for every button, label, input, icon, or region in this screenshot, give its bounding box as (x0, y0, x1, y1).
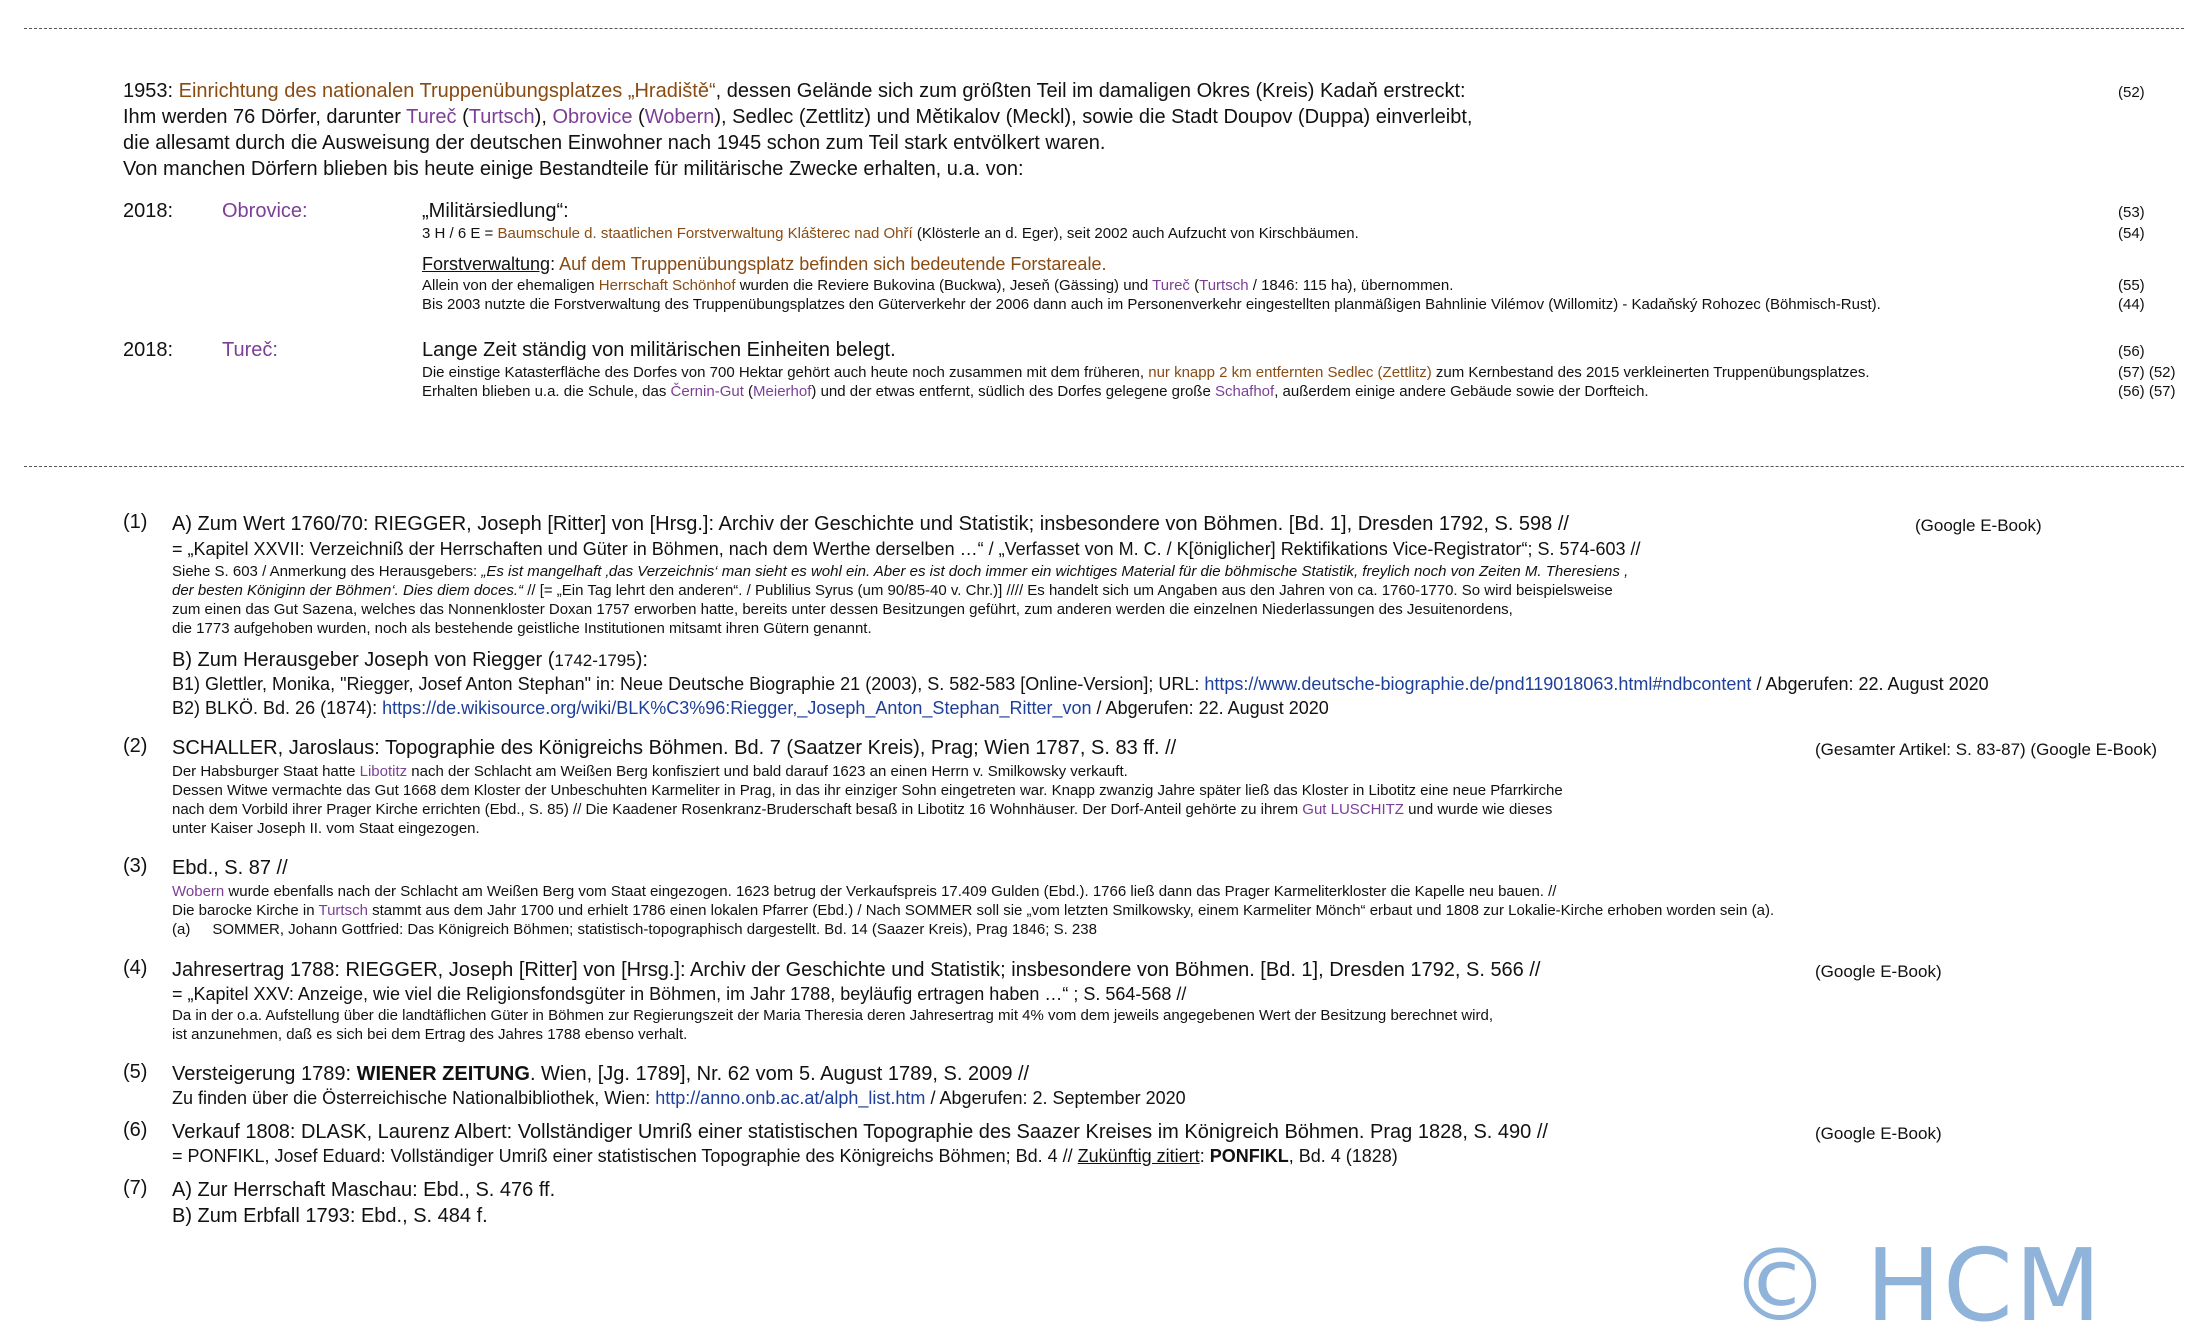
footnote-6-source: (Google E-Book) (1815, 1124, 1942, 1143)
text: / Abgerufen: 2. September 2020 (925, 1088, 1186, 1108)
schafhof: Schafhof (1214, 383, 1275, 400)
quote: „Es ist mangelhaft ‚das Verzeichnis‘ man sieht es wohl ein. Aber es ist doch immer ein wichtiges Material für die böhmische Statistik, freylich noch von Zeiten M. Theresiens , (481, 563, 1629, 580)
text: nach der Schlacht am Weißen Berg konfisziert und bald darauf 1623 an einen Herrn v. Smilkowsky verkauft. (407, 763, 1128, 780)
article-range: (Gesamter Artikel: S. 83-87) (1815, 740, 2026, 759)
top-divider (24, 28, 2184, 29)
obrovice-year: 2018: (123, 200, 174, 222)
text: ( (632, 106, 645, 128)
intro-line-2 (123, 104, 1472, 130)
text: B) Zum Herausgeber Joseph von Riegger ( (172, 649, 555, 671)
text: Allein von der ehemaligen (422, 277, 599, 294)
short-cite: PONFIKL (1209, 1146, 1289, 1166)
ndb-link[interactable]: https://www.deutsche-biographie.de/pnd119018063.html#ndbcontent (1204, 674, 1752, 694)
place-turtsch: Turtsch (1199, 277, 1249, 294)
text: SOMMER, Johann Gottfried: Das Königreich Böhmen; statistisch-topographisch dargestellt. Bd. 14 (Saazer Kreis), Prag 1846; S. 238 (212, 921, 1097, 938)
text: Versteigerung 1789: (172, 1063, 357, 1085)
herrschaft-schoenhof: Herrschaft Schönhof (598, 277, 736, 294)
footnote-1-line-5: zum einen das Gut Sazena, welches das Nonnenkloster Doxan 1757 erworben hatte, bereits unter dessen Besitzungen geführt, zum anderen werden die einzelnen Niederlassungen des Jesuitenordens, (172, 601, 1513, 618)
ref-54: (54) (2118, 225, 2145, 242)
text: 3 H / 6 E = (422, 225, 498, 242)
text: wurde ebenfalls nach der Schlacht am Weißen Berg vom Staat eingezogen. 1623 betrug der Verkaufspreis 17.409 Gulden (Ebd.). 1766 ließ dann das Prager Karmeliterkloster die Kapelle neu bauen. // (224, 883, 1557, 900)
ref-56-57: (56) (57) (2118, 383, 2176, 400)
text: ) und der etwas entfernt, südlich des Dorfes gelegene große (811, 383, 1215, 400)
ref-56: (56) (2118, 343, 2145, 360)
footnote-1-line-6: die 1773 aufgehoben wurden, noch als bestehende geistliche Institutionen mitsamt ihren Gütern genannt. (172, 620, 872, 637)
lifespan: 1742-1795 (554, 651, 636, 670)
footnote-5-number: (5) (123, 1061, 148, 1083)
footnote-1-line-3 (172, 562, 1628, 581)
text: Zu finden über die Österreichische Nationalbibliothek, Wien: (172, 1088, 656, 1108)
intro-line-1 (123, 78, 1466, 104)
sub-ref-a: (a) (172, 921, 191, 938)
text: ( (456, 106, 469, 128)
text: : (550, 254, 560, 274)
footnote-4-line-2: = „Kapitel XXV: Anzeige, wie viel die Religionsfondsgüter in Böhmen, im Jahr 1788, beyläufig ertragen haben …“ ; S. 564-568 // (172, 984, 1187, 1004)
place-wobern: Wobern (644, 106, 715, 128)
obrovice-place: Obrovice: (222, 200, 308, 222)
text: // [= „Ein Tag lehrt den anderen“. / Publilius Syrus (um 90/85-40 v. Chr.)] //// Es handelt sich um Angaben aus den Jahren von ca. 1760-1770. So wird beispielsweise (523, 582, 1613, 599)
text: / Abgerufen: 22. August 2020 (1751, 674, 1989, 694)
gut-luschitz: Gut LUSCHITZ (1302, 801, 1404, 818)
footnote-2-line-2 (172, 762, 1128, 781)
footnote-7-line-2: B) Zum Erbfall 1793: Ebd., S. 484 f. (172, 1205, 488, 1227)
footnote-6-line-2 (172, 1145, 1398, 1168)
ref-52: (52) (2118, 84, 2145, 101)
cernin-gut: Černin-Gut (670, 383, 744, 400)
intro-line-4: Von manchen Dörfern blieben bis heute einige Bestandteile für militärische Zwecke erhalten, u.a. von: (123, 158, 1024, 180)
place-turec: Tureč (406, 106, 457, 128)
intro-line-3: die allesamt durch die Ausweisung der deutschen Einwohner nach 1945 schon zum Teil stark entvölkert waren. (123, 132, 1106, 154)
ref-57-52: (57) (52) (2118, 364, 2176, 381)
text: und wurde wie dieses (1403, 801, 1553, 818)
footnote-2-line-5: unter Kaiser Joseph II. vom Staat eingezogen. (172, 820, 480, 837)
footnote-3-line-4 (172, 920, 1097, 939)
turec-line-1 (422, 363, 1870, 382)
newspaper-name: WIENER ZEITUNG (356, 1063, 530, 1085)
text: Ihm werden 76 Dörfer, darunter (123, 106, 407, 128)
footnote-4-title: Jahresertrag 1788: RIEGGER, Joseph [Ritter] von [Hrsg.]: Archiv der Geschichte und Statistik; insbesondere von Böhmen. [Bd. 1], Dresden 1792, S. 566 // (172, 959, 1541, 981)
obrovice-line-3 (422, 276, 1453, 295)
text: Der Habsburger Staat hatte (172, 763, 360, 780)
footnote-1-b1 (172, 673, 1989, 696)
footnote-2-number: (2) (123, 735, 148, 757)
turec-line-2 (422, 382, 1649, 401)
meierhof: Meierhof (753, 383, 812, 400)
footnote-4-number: (4) (123, 957, 148, 979)
ref-53: (53) (2118, 204, 2145, 221)
text: zum Kernbestand des 2015 verkleinerten Truppenübungsplatzes. (1431, 364, 1870, 381)
text: ), (534, 106, 553, 128)
text: B1) Glettler, Monika, "Riegger, Josef Anton Stephan" in: Neue Deutsche Biographie 21 (2003), S. 582-583 [Online-Version]; URL: (172, 674, 1205, 694)
footnote-1-line-4 (172, 581, 1613, 600)
footnote-3-number: (3) (123, 855, 148, 877)
cite-note: Zukünftig zitiert (1077, 1146, 1200, 1166)
forstverwaltung-label: Forstverwaltung (422, 254, 551, 274)
footnote-3-line-2 (172, 882, 1556, 901)
text: / Abgerufen: 22. August 2020 (1091, 698, 1329, 718)
text: , Bd. 4 (1828) (1288, 1146, 1398, 1166)
anno-link[interactable]: http://anno.onb.ac.at/alph_list.htm (655, 1088, 926, 1108)
footnote-3-title: Ebd., S. 87 // (172, 857, 288, 879)
footnote-2-line-4 (172, 800, 1552, 819)
forstverwaltung-text: Auf dem Truppenübungsplatz befinden sich bedeutende Forstareale. (559, 254, 1107, 274)
footnote-1-title: A) Zum Wert 1760/70: RIEGGER, Joseph [Ritter] von [Hrsg.]: Archiv der Geschichte und Statistik; insbesondere von Böhmen. [Bd. 1], Dresden 1792, S. 598 // (172, 513, 1569, 535)
footnote-7-line-1: A) Zur Herrschaft Maschau: Ebd., S. 476 ff. (172, 1179, 556, 1201)
text: / 1846: 115 ha), übernommen. (1248, 277, 1454, 294)
text: wurden die Reviere Bukovina (Buckwa), Jeseň (Gässing) und (735, 277, 1153, 294)
place-turtsch: Turtsch (318, 902, 368, 919)
intro-text: , dessen Gelände sich zum größten Teil im damaligen Okres (Kreis) Kadaň erstreckt: (715, 80, 1466, 102)
intro-year: 1953: (123, 80, 179, 102)
text: ( (743, 383, 754, 400)
footnote-1-source: (Google E-Book) (1915, 516, 2042, 535)
text: ( (1189, 277, 1200, 294)
ref-55: (55) (2118, 277, 2145, 294)
footnote-4-source: (Google E-Book) (1815, 962, 1942, 981)
footnote-4-line-4: ist anzunehmen, daß es sich bei dem Ertrag des Jahres 1788 ebenso verhalt. (172, 1026, 688, 1043)
footnote-6-number: (6) (123, 1119, 148, 1141)
obrovice-line-1 (422, 224, 1359, 243)
footnote-5-line-2 (172, 1087, 1186, 1110)
footnote-1-b-heading (172, 647, 648, 674)
turec-year: 2018: (123, 339, 174, 361)
text: Erhalten blieben u.a. die Schule, das (422, 383, 671, 400)
place-wobern: Wobern (172, 883, 225, 900)
text: Die einstige Katasterfläche des Dorfes von 700 Hektar gehört auch heute noch zusammen mit dem früheren, (422, 364, 1149, 381)
text: nach dem Vorbild ihrer Prager Kirche errichten (Ebd., S. 85) // Die Kaadener Rosenkranz-Bruderschaft besaß in Libotitz 16 Wohnhäuser. Der Dorf-Anteil gehörte zu ihrem (172, 801, 1303, 818)
footnote-4-line-3: Da in der o.a. Aufstellung über die landtäflichen Güter in Böhmen zur Regierungszeit der Maria Theresia deren Jahresertrag mit 4% vom dem jeweils angegebenen Wert der Besitzung berechnet wird, (172, 1007, 1493, 1024)
text: Die barocke Kirche in (172, 902, 319, 919)
text: Siehe S. 603 / Anmerkung des Herausgebers: (172, 563, 482, 580)
mid-divider (24, 466, 2184, 467)
footnote-2-line-3: Dessen Witwe vermachte das Gut 1668 dem Kloster der Unbeschuhten Karmeliter in Prag, in das ihr einziger Sohn eingetreten war. Knapp zwanzig Jahre später ließ das Kloster in Libotitz eine neue Pfarrkirche (172, 782, 1563, 799)
place-turtsch: Turtsch (468, 106, 535, 128)
copyright-watermark: © HCM (1730, 1227, 2104, 1344)
sedlec-distance: nur knapp 2 km entfernten Sedlec (Zettlitz) (1148, 364, 1432, 381)
obrovice-line-4: Bis 2003 nutzte die Forstverwaltung des Truppenübungsplatzes den Güterverkehr der 2006 dann auch im Personenverkehr eingestellten planmäßigen Bahnlinie Vilémov (Willomitz) - Kadaňský Rohozec (Böhmisch-Rust). (422, 296, 1881, 313)
footnote-1-number: (1) (123, 511, 148, 533)
google-ebook: (Google E-Book) (2030, 740, 2158, 759)
place-obrovice: Obrovice (552, 106, 633, 128)
baumschule: Baumschule d. staatlichen Forstverwaltung Klášterec nad Ohří (497, 225, 913, 242)
footnote-2-title: SCHALLER, Jaroslaus: Topographie des Königreichs Böhmen. Bd. 7 (Saatzer Kreis), Prag; Wien 1787, S. 83 ff. // (172, 737, 1177, 759)
forstverwaltung-line (422, 253, 1106, 276)
text: stammt aus dem Jahr 1700 und erhielt 1786 einen lokalen Pfarrer (Ebd.) / Nach SOMMER soll sie „vom letzten Smilkowsky, einem Karmeliter Mönch“ erbaut und 1808 zur Lokalie-Kirche erhoben worden sein (a). (367, 902, 1775, 919)
footnote-7-number: (7) (123, 1177, 148, 1199)
text: = PONFIKL, Josef Eduard: Vollständiger Umriß einer statistischen Topographie des Königreichs Böhmen; Bd. 4 // (172, 1146, 1078, 1166)
footnote-6-title: Verkauf 1808: DLASK, Laurenz Albert: Vollständiger Umriß einer statistischen Topographie des Saazer Kreises im Königreich Böhmen. Prag 1828, S. 490 // (172, 1121, 1548, 1143)
quote: der besten Königinn der Böhmen‘. Dies diem doces.“ (172, 582, 524, 599)
text: ), Sedlec (Zettlitz) und Mětikalov (Meckl), sowie die Stadt Doupov (Duppa) einverleibt, (714, 106, 1473, 128)
text: , außerdem einige andere Gebäude sowie der Dorfteich. (1274, 383, 1649, 400)
footnote-1-line-2: = „Kapitel XXVII: Verzeichniß der Herrschaften und Güter in Böhmen, nach dem Werthe derselben …“ / „Verfasset von M. C. / K[öniglicher] Rektifikations Vice-Registrator“; S. 574-603 // (172, 539, 1641, 559)
footnote-2-source (1815, 740, 2157, 760)
turec-heading: Lange Zeit ständig von militärischen Einheiten belegt. (422, 339, 896, 361)
footnote-5-title (172, 1061, 1029, 1087)
ref-44: (44) (2118, 296, 2145, 313)
text: (Klösterle an d. Eger), seit 2002 auch Aufzucht von Kirschbäumen. (912, 225, 1359, 242)
intro-highlight: Einrichtung des nationalen Truppenübungsplatzes „Hradiště“ (178, 80, 716, 102)
turec-place: Tureč: (222, 339, 278, 361)
text: . Wien, [Jg. 1789], Nr. 62 vom 5. August 1789, S. 2009 // (529, 1063, 1030, 1085)
text: B2) BLKÖ. Bd. 26 (1874): (172, 698, 383, 718)
obrovice-heading: „Militärsiedlung“: (422, 200, 569, 222)
wikisource-link[interactable]: https://de.wikisource.org/wiki/BLK%C3%96:Riegger,_Joseph_Anton_Stephan_Ritter_von (382, 698, 1092, 718)
text: ): (635, 649, 648, 671)
place-turec: Tureč (1152, 277, 1190, 294)
footnote-3-line-3 (172, 901, 1774, 920)
text: : (1199, 1146, 1210, 1166)
footnote-1-b2 (172, 697, 1329, 720)
place-libotitz: Libotitz (359, 763, 408, 780)
